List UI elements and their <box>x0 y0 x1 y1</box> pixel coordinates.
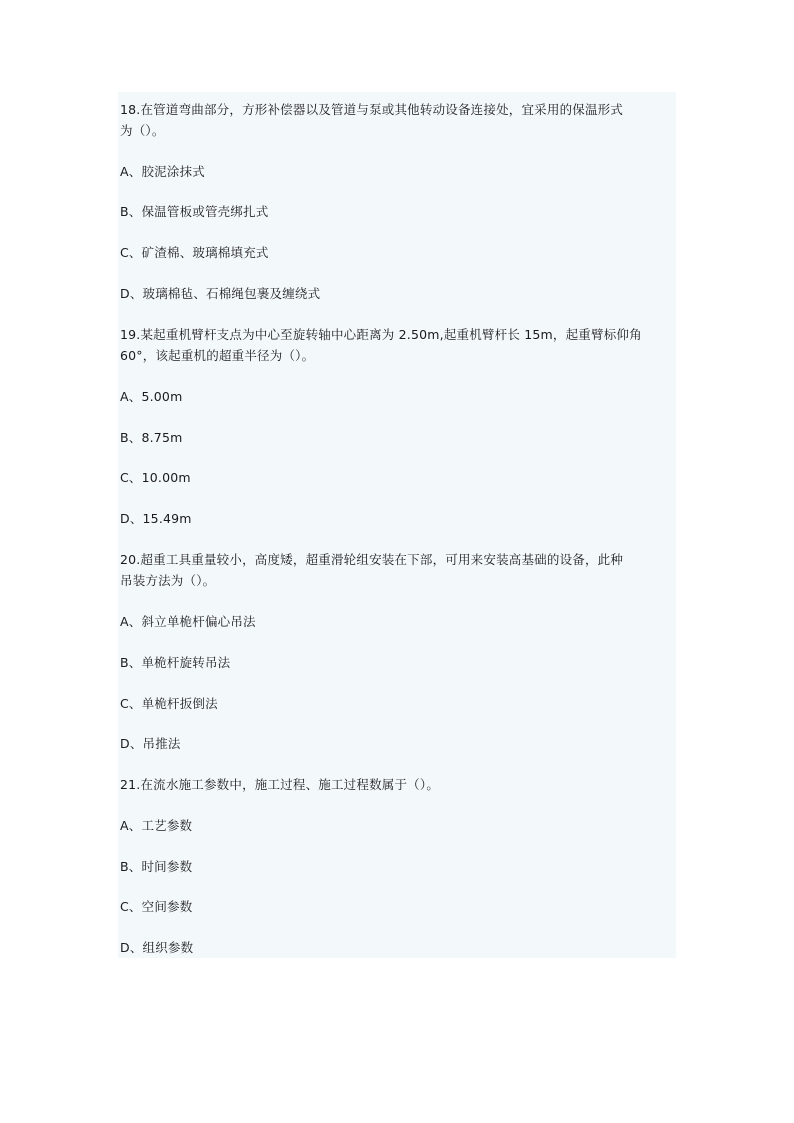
question-18-option-c: C、矿渣棉、玻璃棉填充式 <box>120 245 269 260</box>
question-18-stem-line-2: 为（）。 <box>120 123 165 138</box>
question-18-option-d: D、玻璃棉毡、石棉绳包裹及缠绕式 <box>120 286 321 301</box>
document-body <box>118 92 676 958</box>
question-19-option-a: A、5.00m <box>120 389 183 404</box>
question-20-stem-line-1: 20.超重工具重量较小，高度矮，超重滑轮组安装在下部，可用来安装高基础的设备，此种 <box>120 552 624 567</box>
question-20-option-b: B、单桅杆旋转吊法 <box>120 655 231 670</box>
question-20-option-a: A、斜立单桅杆偏心吊法 <box>120 614 256 629</box>
question-21-option-d: D、组织参数 <box>120 940 194 955</box>
question-20-option-c: C、单桅杆扳倒法 <box>120 696 218 711</box>
question-19-option-d: D、15.49m <box>120 511 192 526</box>
question-19-option-b: B、8.75m <box>120 430 183 445</box>
question-19-stem-line-2: 60°，该起重机的超重半径为（）。 <box>120 348 315 363</box>
question-21-option-b: B、时间参数 <box>120 859 193 874</box>
question-19-option-c: C、10.00m <box>120 470 191 485</box>
question-21-stem-line-1: 21.在流水施工参数中，施工过程、施工过程数属于（）。 <box>120 777 440 792</box>
question-21-option-a: A、工艺参数 <box>120 818 193 833</box>
question-20-stem-line-2: 吊装方法为（）。 <box>120 573 216 588</box>
question-18-option-a: A、胶泥涂抹式 <box>120 164 205 179</box>
question-19-stem-line-1: 19.某起重机臂杆支点为中心至旋转轴中心距离为 2.50m,起重机臂杆长 15m，起重臂标仰角 <box>120 327 642 342</box>
question-21-option-c: C、空间参数 <box>120 899 193 914</box>
question-18-stem-line-1: 18.在管道弯曲部分，方形补偿器以及管道与泵或其他转动设备连接处，宜采用的保温形式 <box>120 102 624 117</box>
question-18-option-b: B、保温管板或管壳绑扎式 <box>120 204 269 219</box>
question-20-option-d: D、吊推法 <box>120 736 181 751</box>
